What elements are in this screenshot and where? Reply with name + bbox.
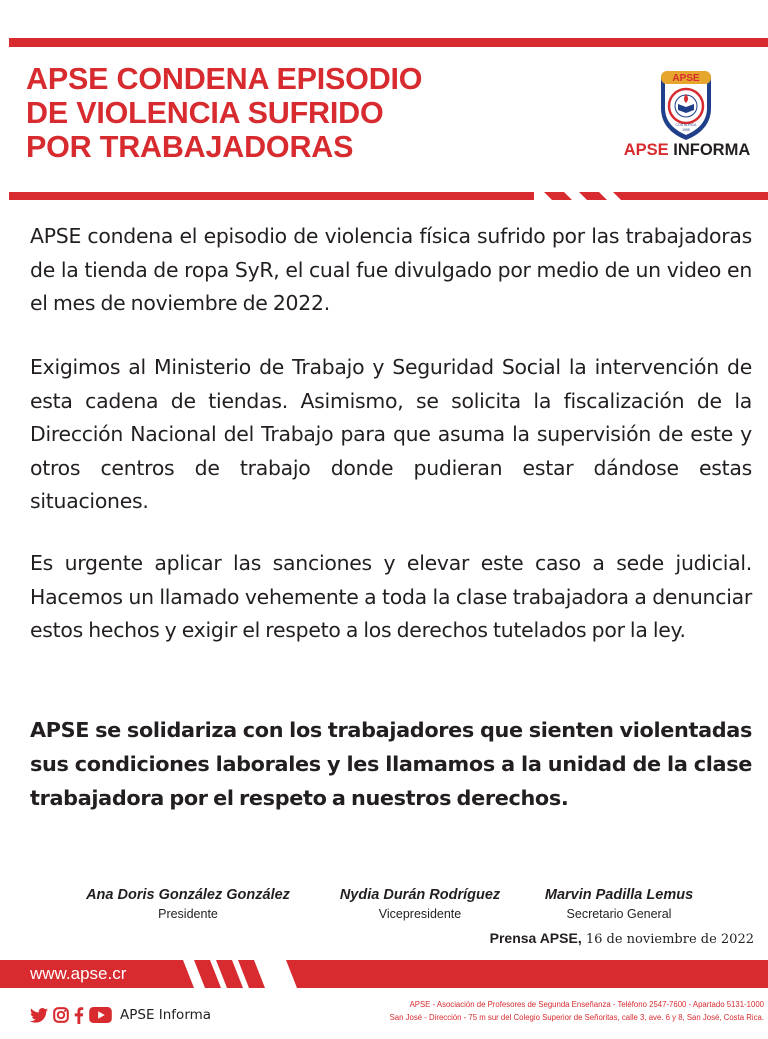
logo-label-informa: INFORMA <box>673 141 751 159</box>
signature-name: Ana Doris González González <box>86 887 290 903</box>
signature-name: Nydia Durán Rodríguez <box>339 887 501 903</box>
website-link[interactable]: www.apse.cr <box>30 964 127 983</box>
social-label: APSE Informa <box>120 1007 212 1023</box>
logo-seal-year: 1955 <box>682 128 690 132</box>
signature-role: Presidente <box>158 907 218 921</box>
instagram-icon[interactable] <box>53 1007 69 1023</box>
press-line <box>490 930 754 947</box>
logo-seal-place: COSTA RICA <box>675 123 697 127</box>
apse-informa-label <box>620 141 754 160</box>
header-divider <box>9 190 768 204</box>
signature-role: Secretario General <box>566 907 672 921</box>
title-line-3: POR TRABAJADORAS <box>26 130 354 164</box>
press-label: Prensa APSE, <box>489 930 582 946</box>
top-red-bar <box>9 38 768 47</box>
paragraph-1: APSE condena el episodio de violencia física sufrido por las trabajadoras de la tienda de ropa SyR, el cual fue divulgado por medio de un video en el mes de noviembre de 2022. <box>30 224 752 315</box>
footer-info-line-1: APSE - Asociación de Profesores de Segunda Enseñanza - Teléfono 2547-7600 - Apartado 5131-1000 <box>409 1000 764 1009</box>
signature-secretary <box>530 885 708 923</box>
facebook-icon[interactable] <box>74 1007 84 1024</box>
paragraph-3: Es urgente aplicar las sanciones y elevar este caso a sede judicial. Hacemos un llamado vehemente a toda la clase trabajadora a denunciar estos hechos y exigir el respeto a los derechos tutelados por la ley. <box>30 551 752 642</box>
page-title <box>26 62 586 164</box>
title-line-2: DE VIOLENCIA SUFRIDO <box>26 96 384 130</box>
youtube-icon[interactable] <box>89 1007 112 1023</box>
logo-label-apse: APSE <box>623 141 669 159</box>
footer-contact-info <box>364 998 764 1024</box>
twitter-icon[interactable] <box>30 1008 48 1023</box>
signature-role: Vicepresidente <box>378 907 462 921</box>
paragraph-4-bold: APSE se solidariza con los trabajadores que sienten violentadas sus condiciones laborales y les llamamos a la unidad de la clase trabajadora por el respeto a nuestros derechos. <box>30 718 752 810</box>
signature-president <box>70 885 306 923</box>
title-line-1: APSE CONDENA EPISODIO <box>26 62 423 96</box>
social-links <box>30 1005 211 1025</box>
signature-vicepresident <box>322 885 518 923</box>
logo-badge-text: APSE <box>672 73 700 84</box>
paragraph-2: Exigimos al Ministerio de Trabajo y Seguridad Social la intervención de esta cadena de tiendas. Asimismo, se solicita la fiscalización de la Dirección Nacional del Trabajo para que asuma la supervisión de este y otros centros de trabajo donde pudieran estar dándose estas situaciones. <box>30 355 752 513</box>
press-date: 16 de noviembre de 2022 <box>585 932 754 947</box>
signature-name: Marvin Padilla Lemus <box>544 887 694 903</box>
footer-info-line-2: San José - Dirección - 75 m sur del Colegio Superior de Señoritas, calle 3, ave. 6 y 8, San José, Costa Rica. <box>389 1013 764 1022</box>
